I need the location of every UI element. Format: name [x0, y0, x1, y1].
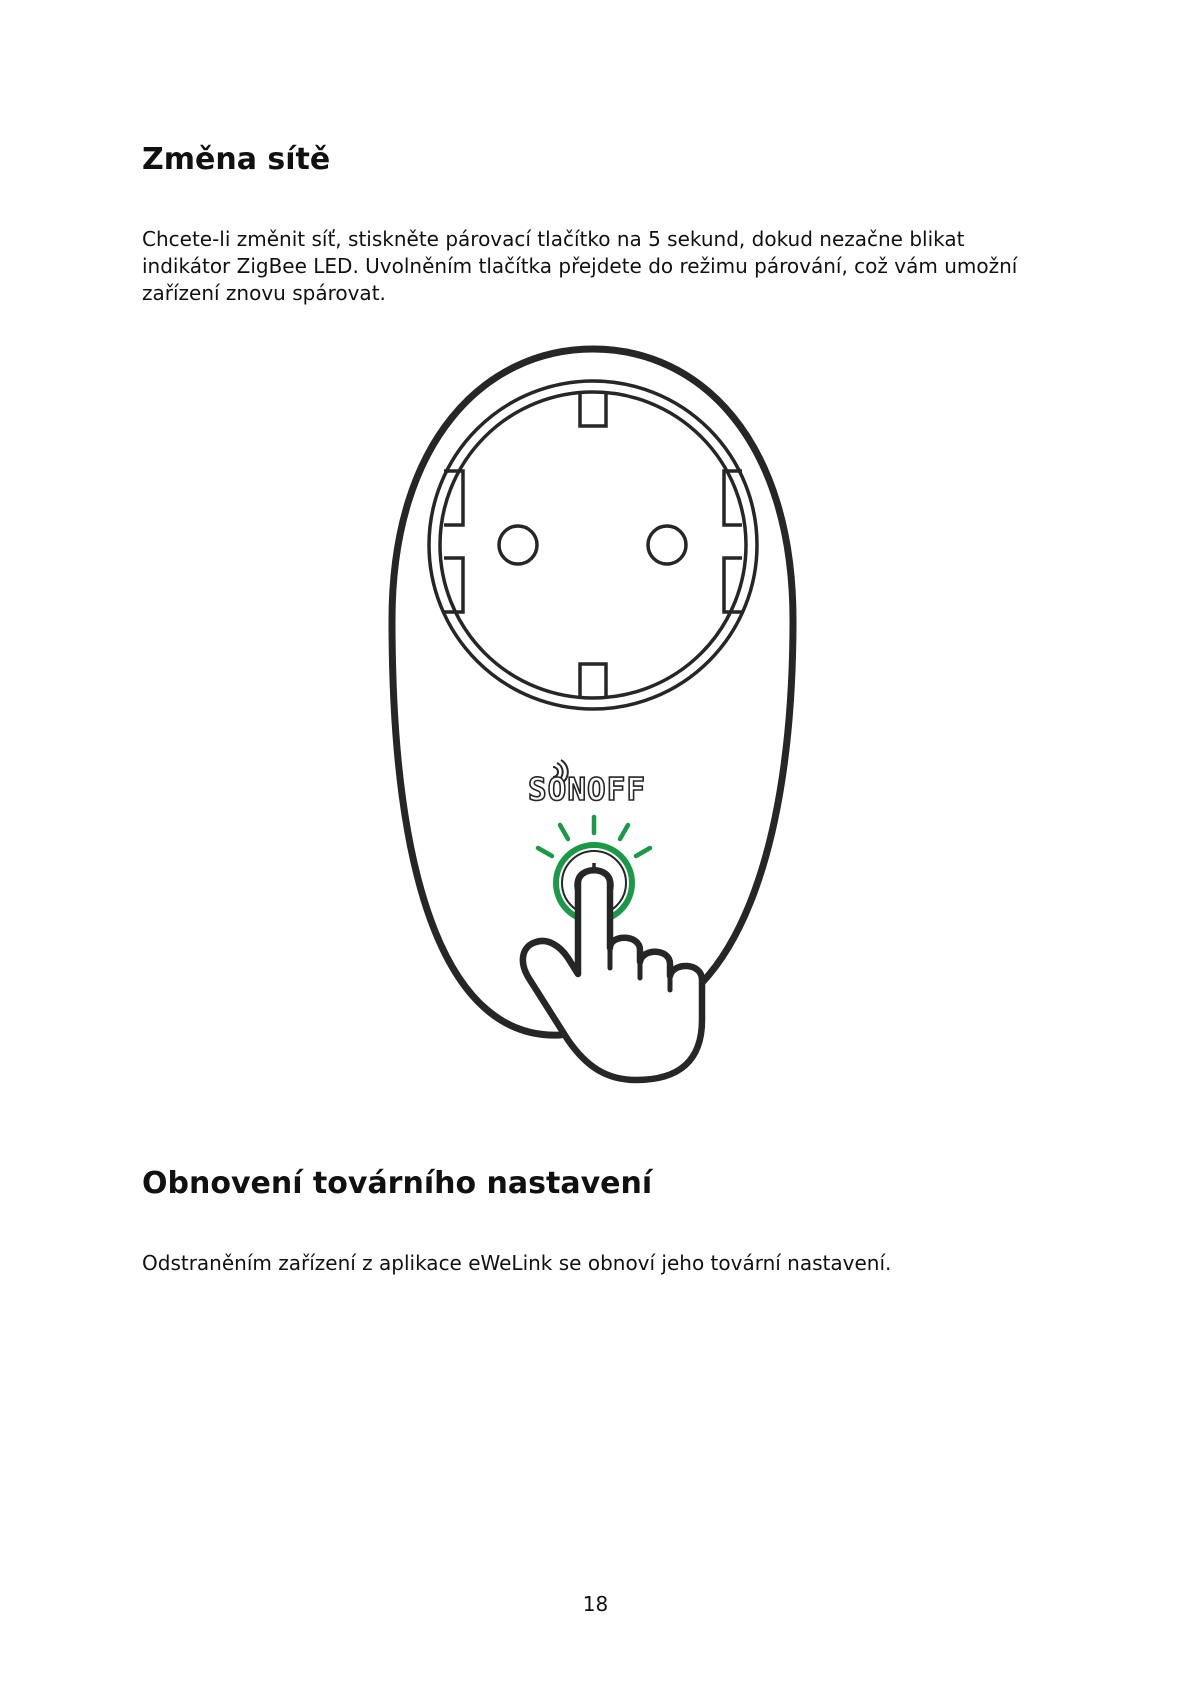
smart-plug-illustration	[380, 340, 810, 1090]
brand-logo: SONOFF	[528, 772, 646, 808]
paragraph-line: Chcete-li změnit síť, stiskněte párovací tlačítko na 5 sekund, dokud nezačne blikat	[142, 227, 965, 251]
network-change-paragraph	[142, 226, 1042, 307]
factory-reset-paragraph	[142, 1250, 1042, 1277]
paragraph-line: Odstraněním zařízení z aplikace eWeLink se obnoví jeho tovární nastavení.	[142, 1251, 892, 1275]
section-title-network-change: Změna sítě	[142, 142, 331, 177]
paragraph-line: zařízení znovu spárovat.	[142, 281, 386, 305]
page-number: 18	[582, 1592, 609, 1616]
section-title-factory-reset: Obnovení továrního nastavení	[142, 1166, 653, 1201]
paragraph-line: indikátor ZigBee LED. Uvolněním tlačítka přejdete do režimu párování, což vám umožní	[142, 254, 1018, 278]
